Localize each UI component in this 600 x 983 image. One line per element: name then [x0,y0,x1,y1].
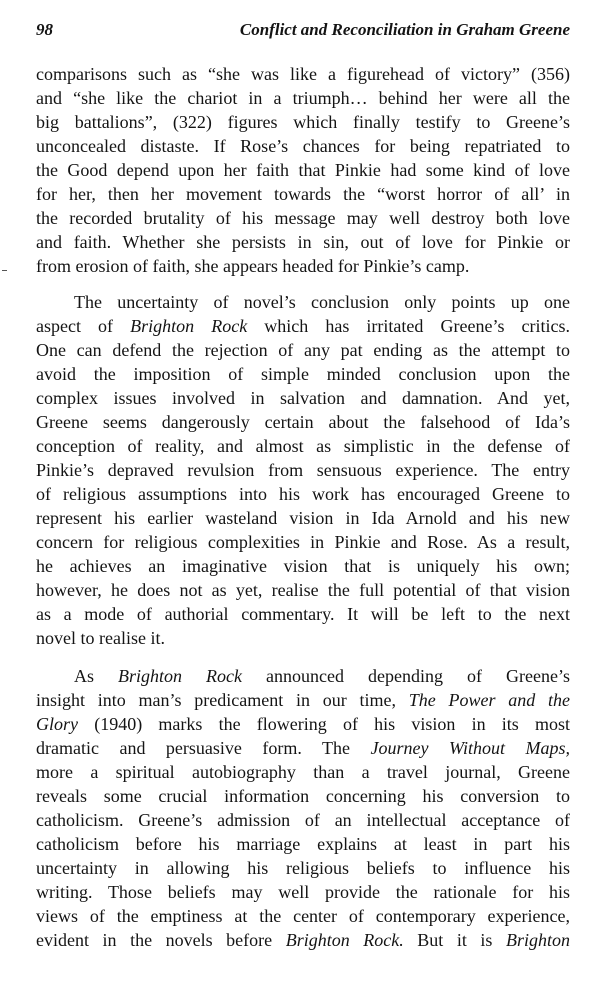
text-line: the Good depend upon her faith that Pinkie had some kind of love [36,160,570,180]
text-line: comparisons such as “she was like a figurehead of victory” (356) [36,64,570,84]
text-line: aspect of Brighton Rock which has irritated Greene’s critics. [36,316,570,336]
text-line: for her, then her movement towards the “worst horror of all’ in [36,184,570,204]
text-line: Pinkie’s depraved revulsion from sensuous experience. The entry [36,460,570,480]
text-line: Greene seems dangerously certain about the falsehood of Ida’s [36,412,570,432]
book-title: The Power and the [408,690,570,710]
text-line: novel to realise it. [36,628,165,648]
text-line: As Brighton Rock announced depending of Greene’s [74,666,570,686]
text-line: concern for religious complexities in Pinkie and Rose. As a result, [36,532,570,552]
paragraph-1 [36,62,570,278]
text-line: catholicism before his marriage explains at least in part his [36,834,570,854]
text-line: The uncertainty of novel’s conclusion only points up one [74,292,570,312]
text-line: complex issues involved in salvation and damnation. And yet, [36,388,570,408]
page-number: 98 [36,20,53,39]
book-title: Brighton Rock [130,316,248,336]
text-line: dramatic and persuasive form. The Journey Without Maps, [36,738,570,758]
text-line: more a spiritual autobiography than a travel journal, Greene [36,762,570,782]
text-line: of religious assumptions into his work has encouraged Greene to [36,484,570,504]
text-line: as a mode of authorial commentary. It will be left to the next [36,604,570,624]
book-title: Brighton Rock [118,666,243,686]
text-line: from erosion of faith, she appears headed for Pinkie’s camp. [36,256,470,276]
text-line: reveals some crucial information concerning his conversion to [36,786,570,806]
book-title: Brighton Rock. [285,930,404,950]
text-line: however, he does not as yet, realise the full potential of that vision [36,580,570,600]
margin-mark [2,270,7,271]
text-line: views of the emptiness at the center of contemporary experience, [36,906,570,926]
book-title: Brighton [505,930,570,950]
text-line: big battalions”, (322) figures which finally testify to Greene’s [36,112,570,132]
paragraph-3 [36,664,570,952]
text-line: he achieves an imaginative vision that is uniquely his own; [36,556,570,576]
text-line: evident in the novels before Brighton Rock. But it is Brighton [36,930,570,950]
text-line: insight into man’s predicament in our time, The Power and the [36,690,570,710]
text-line: One can defend the rejection of any pat ending as the attempt to [36,340,570,360]
book-title: Journey Without Maps, [370,738,570,758]
text-line: and “she like the chariot in a triumph… behind her were all the [36,88,570,108]
text-line: conception of reality, and almost as simplistic in the defense of [36,436,570,456]
text-line: catholicism. Greene’s admission of an intellectual acceptance of [36,810,570,830]
book-title: Glory [36,714,78,734]
page-header [36,20,570,46]
text-line: avoid the imposition of simple minded conclusion upon the [36,364,570,384]
text-line: and faith. Whether she persists in sin, out of love for Pinkie or [36,232,570,252]
text-line: writing. Those beliefs may well provide the rationale for his [36,882,570,902]
text-line: Glory (1940) marks the flowering of his vision in its most [36,714,570,734]
text-line: unconcealed distaste. If Rose’s chances for being repatriated to [36,136,570,156]
paragraph-2 [36,290,570,650]
text-line: represent his earlier wasteland vision in Ida Arnold and his new [36,508,570,528]
text-line: uncertainty in allowing his religious beliefs to influence his [36,858,570,878]
text-line: the recorded brutality of his message may well destroy both love [36,208,570,228]
running-head: Conflict and Reconciliation in Graham Greene [239,20,570,39]
